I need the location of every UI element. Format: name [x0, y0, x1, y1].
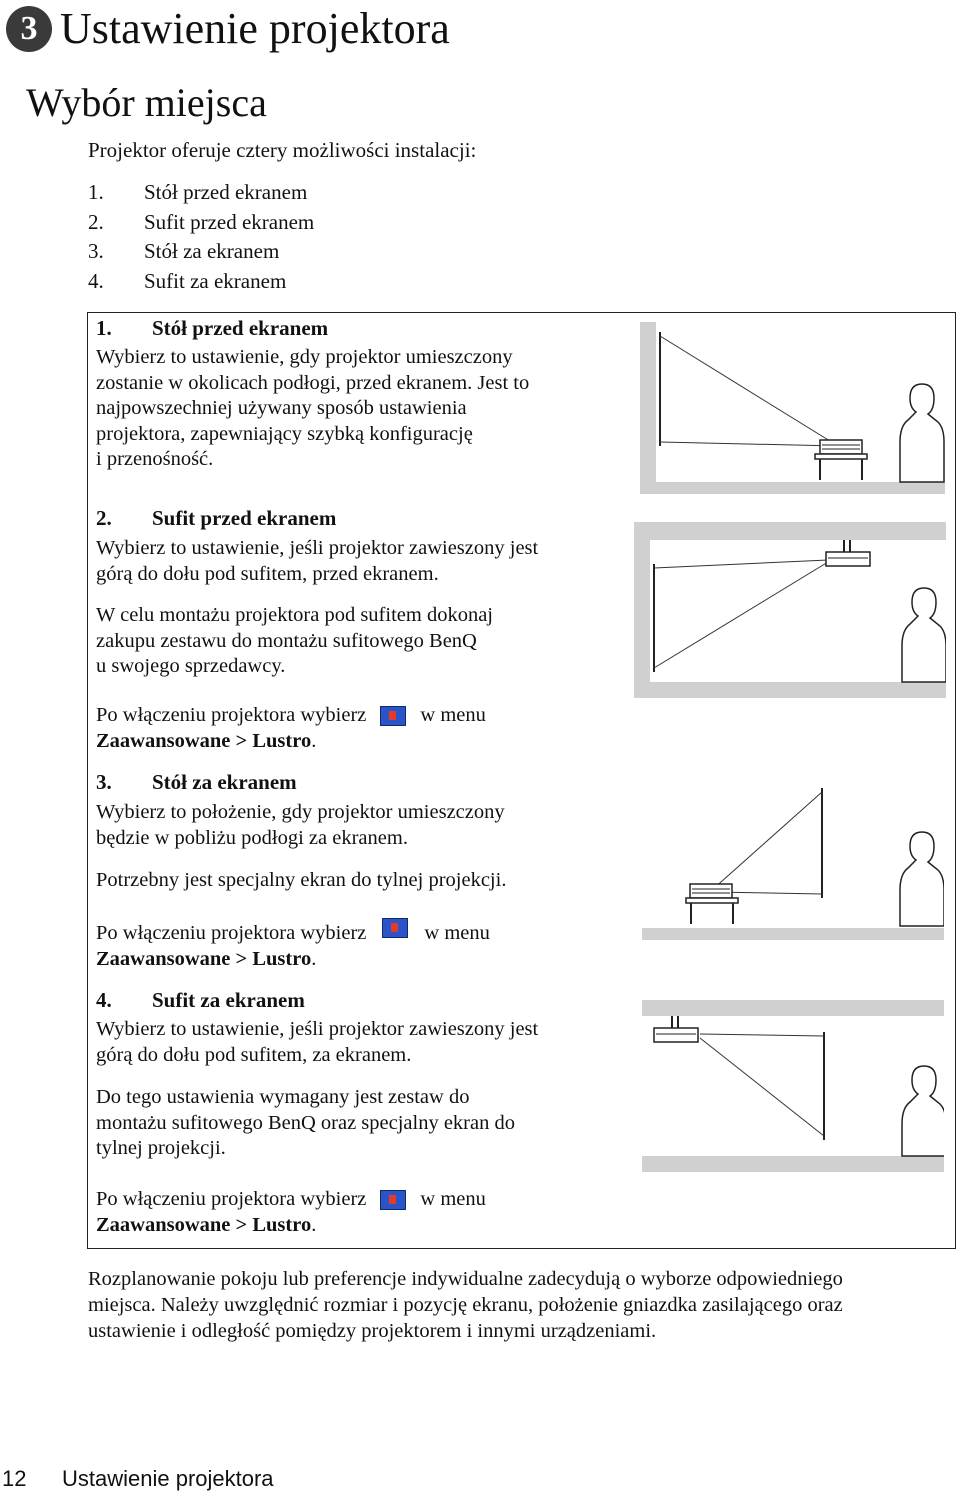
diagram-ceiling-front: [634, 522, 946, 698]
option-2-description: Wybierz to ustawienie, jeśli projektor zawieszony jest górą do dołu pod sufitem, przed ekranem.: [96, 537, 539, 585]
table-icon: [686, 898, 738, 924]
mirror-menu-icon: [382, 918, 408, 938]
option-1-description: Wybierz to ustawienie, gdy projektor umieszczony zostanie w okolicach podłogi, przed ekranem. Jest to najpowszechniej używany sposób ustawienia projektora, zapewniający szybką konfigurację i przenośność.: [96, 346, 530, 470]
mirror-menu-icon: [380, 706, 406, 726]
option-2-menu-instruction: Po włączeniu projektora wybierz w menu Zaawansowane > Lustro.: [96, 704, 486, 752]
option-1-heading: 1. Stół przed ekranem: [96, 316, 329, 340]
option-4-heading: 4. Sufit za ekranem: [96, 988, 305, 1012]
section-title: Wybór miejsca: [26, 80, 267, 125]
option-4-menu-instruction: Po włączeniu projektora wybierz w menu Zaawansowane > Lustro.: [96, 1188, 486, 1236]
option-4-kit-note: Do tego ustawienia wymagany jest zestaw do montażu sufitowego BenQ oraz specjalny ekran do tylnej projekcji.: [96, 1086, 515, 1159]
person-silhouette-icon: [902, 588, 946, 682]
diagram-ceiling-rear: [642, 1000, 944, 1176]
closing-paragraph: Rozplanowanie pokoju lub preferencje indywidualne zadecydują o wyborze odpowiedniego miejsca. Należy uwzględnić rozmiar i pozycję ekranu, położenie gniazdka zasilającego oraz ustawienie i odległość pomiędzy projektorem i innymi urządzeniami.: [88, 1268, 843, 1342]
intro-text: Projektor oferuje cztery możliwości instalacji:: [88, 138, 477, 162]
projector-icon: [820, 440, 862, 454]
person-silhouette-icon: [900, 384, 944, 482]
option-3-heading: 3. Stół za ekranem: [96, 770, 297, 794]
option-3-description: Wybierz to położenie, gdy projektor umieszczony będzie w pobliżu podłogi za ekranem.: [96, 801, 505, 849]
mirror-menu-icon: [380, 1190, 406, 1210]
chapter-title: Ustawienie projektora: [60, 4, 450, 53]
page-number: 12: [2, 1466, 27, 1491]
diagram-floor-front: [640, 322, 945, 494]
projector-icon: [826, 540, 870, 566]
option-3-screen-note: Potrzebny jest specjalny ekran do tylnej projekcji.: [96, 869, 507, 891]
list-item: 4. Sufit za ekranem: [88, 268, 287, 293]
diagram-floor-rear: [642, 780, 944, 940]
table-icon: [815, 454, 867, 480]
option-2-heading: 2. Sufit przed ekranem: [96, 506, 337, 530]
option-4-description: Wybierz to ustawienie, jeśli projektor zawieszony jest górą do dołu pod sufitem, za ekranem.: [96, 1018, 539, 1066]
person-silhouette-icon: [902, 1066, 944, 1156]
projector-icon: [690, 884, 732, 898]
page-footer: [2, 1466, 274, 1492]
installation-options-list: [88, 178, 314, 296]
footer-title: Ustawienie projektora: [62, 1466, 274, 1491]
option-3-menu-instruction: Po włączeniu projektora wybierz w menu Zaawansowane > Lustro.: [96, 921, 616, 972]
chapter-number-badge: 3: [6, 6, 52, 52]
projector-icon: [654, 1016, 698, 1042]
list-item: 1. Stół przed ekranem: [88, 180, 308, 204]
list-item: 3. Stół za ekranem: [88, 239, 280, 263]
option-2-mount-note: W celu montażu projektora pod sufitem dokonaj zakupu zestawu do montażu sufitowego BenQ u swojego sprzedawcy.: [96, 604, 493, 677]
list-item: 2. Sufit przed ekranem: [88, 209, 315, 234]
person-silhouette-icon: [900, 832, 944, 926]
